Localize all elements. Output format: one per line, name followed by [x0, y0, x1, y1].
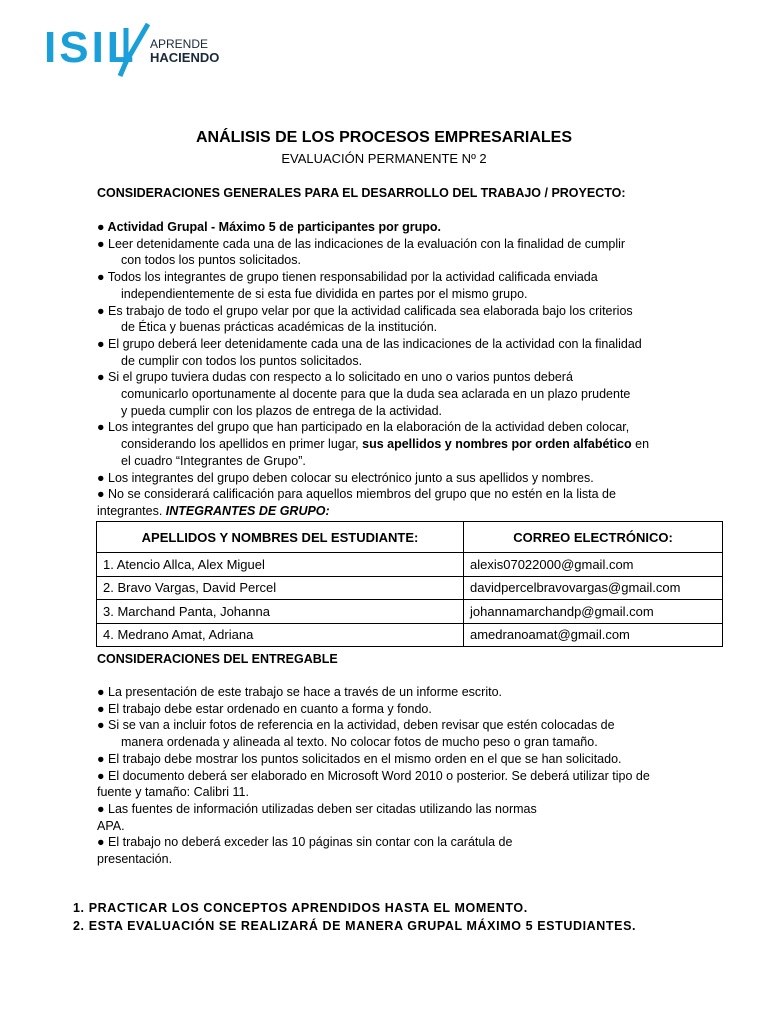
- document-subtitle: EVALUACIÓN PERMANENTE Nº 2: [281, 151, 487, 166]
- objective-item: 1. PRACTICAR LOS CONCEPTOS APRENDIDOS HASTA EL MOMENTO.: [73, 901, 528, 915]
- list-item-continuation: con todos los puntos solicitados.: [121, 253, 301, 268]
- group-members-table: [96, 521, 723, 647]
- list-item: ● El trabajo no deberá exceder las 10 páginas sin contar con la carátula de: [97, 835, 513, 850]
- logo-tagline-top: APRENDE: [150, 37, 209, 51]
- list-item-continuation: de Ética y buenas prácticas académicas de la institución.: [121, 320, 438, 335]
- list-item: ● Si se van a incluir fotos de referencia en la actividad, deben revisar que estén colocadas de: [97, 718, 615, 733]
- inline-bold-text: sus apellidos y nombres por orden alfabético: [362, 437, 632, 452]
- list-item: ● El grupo deberá leer detenidamente cada una de las indicaciones de la actividad con la finalidad: [97, 336, 642, 351]
- list-item-continuation: de cumplir con todos los puntos solicitados.: [121, 353, 363, 368]
- list-item: ● No se considerará calificación para aquellos miembros del grupo que no estén en la lista de: [97, 487, 616, 502]
- list-item: ● Los integrantes del grupo deben colocar su electrónico junto a sus apellidos y nombres.: [97, 470, 594, 485]
- list-item-continuation: [97, 436, 665, 453]
- list-item-continuation: fuente y tamaño: Calibri 11.: [97, 785, 249, 800]
- objective-item: 2. ESTA EVALUACIÓN SE REALIZARÁ DE MANERA GRUPAL MÁXIMO 5 ESTUDIANTES.: [73, 919, 637, 933]
- list-item-continuation: independientemente de si esta fue dividida en partes por el mismo grupo.: [121, 286, 528, 301]
- inline-text: considerando los apellidos en primer lugar,: [121, 437, 363, 452]
- general-considerations-heading: CONSIDERACIONES GENERALES PARA EL DESARROLLO DEL TRABAJO / PROYECTO:: [97, 186, 626, 200]
- logo-wordmark: ISIL: [44, 23, 137, 72]
- student-name-cell: 2. Bravo Vargas, David Percel: [97, 576, 464, 600]
- table-row: [97, 600, 723, 624]
- isil-logo: [44, 22, 244, 82]
- student-name-cell: 3. Marchand Panta, Johanna: [97, 600, 464, 624]
- student-email-cell: johannamarchandp@gmail.com: [464, 600, 723, 624]
- student-email-cell: alexis07022000@gmail.com: [464, 553, 723, 577]
- student-email-cell: davidpercelbravovargas@gmail.com: [464, 576, 723, 600]
- column-header-email: CORREO ELECTRÓNICO:: [464, 522, 723, 553]
- list-item: ● Es trabajo de todo el grupo velar por que la actividad calificada sea elaborada bajo los criterios: [97, 303, 633, 318]
- logo-slash-icon: [116, 22, 150, 78]
- list-item-continuation: y pueda cumplir con los plazos de entrega de la actividad.: [121, 403, 443, 418]
- list-item-continuation: presentación.: [97, 852, 173, 867]
- list-item-continuation: [97, 503, 665, 520]
- table-header-row: [97, 522, 723, 553]
- list-item: ● La presentación de este trabajo se hace a través de un informe escrito.: [97, 685, 503, 699]
- objectives-list: [73, 899, 636, 935]
- list-item: ● Actividad Grupal - Máximo 5 de participantes por grupo.: [97, 220, 441, 234]
- table-row: [97, 553, 723, 577]
- list-item: ● Leer detenidamente cada una de las indicaciones de la evaluación con la finalidad de cumplir: [97, 236, 626, 251]
- list-item-continuation: el cuadro “Integrantes de Grupo”.: [121, 453, 306, 468]
- deliverable-heading: CONSIDERACIONES DEL ENTREGABLE: [97, 652, 338, 666]
- list-item-continuation: APA.: [97, 818, 125, 833]
- list-item: ● El trabajo debe mostrar los puntos solicitados en el mismo orden en el que se han solicitado.: [97, 751, 622, 766]
- student-name-cell: 4. Medrano Amat, Adriana: [97, 623, 464, 647]
- table-row: [97, 576, 723, 600]
- inline-bold-text: INTEGRANTES DE GRUPO:: [165, 503, 330, 518]
- list-item: ● Si el grupo tuviera dudas con respecto a lo solicitado en uno o varios puntos deberá: [97, 370, 573, 385]
- inline-text: en: [631, 437, 650, 452]
- list-item: ● Todos los integrantes de grupo tienen responsabilidad por la actividad calificada enviada: [97, 270, 598, 285]
- student-email-cell: amedranoamat@gmail.com: [464, 623, 723, 647]
- general-considerations-list: [97, 219, 665, 520]
- document-title: ANÁLISIS DE LOS PROCESOS EMPRESARIALES: [195, 129, 573, 146]
- list-item: ● El documento deberá ser elaborado en Microsoft Word 2010 o posterior. Se deberá utilizar tipo de: [97, 768, 650, 783]
- list-item-continuation: manera ordenada y alineada al texto. No colocar fotos de mucho peso o gran tamaño.: [121, 735, 598, 750]
- deliverable-considerations-list: [97, 684, 687, 868]
- column-header-names: APELLIDOS Y NOMBRES DEL ESTUDIANTE:: [97, 522, 464, 553]
- table-row: [97, 623, 723, 647]
- student-name-cell: 1. Atencio Allca, Alex Miguel: [97, 553, 464, 577]
- logo-tagline-bottom: HACIENDO: [150, 50, 220, 65]
- list-item: ● El trabajo debe estar ordenado en cuanto a forma y fondo.: [97, 701, 432, 716]
- inline-text: integrantes.: [97, 503, 166, 518]
- list-item: ● Las fuentes de información utilizadas deben ser citadas utilizando las normas: [97, 801, 537, 816]
- list-item: ● Los integrantes del grupo que han participado en la elaboración de la actividad deben colocar,: [97, 420, 630, 435]
- list-item-continuation: comunicarlo oportunamente al docente para que la duda sea aclarada en un plazo prudente: [121, 387, 631, 402]
